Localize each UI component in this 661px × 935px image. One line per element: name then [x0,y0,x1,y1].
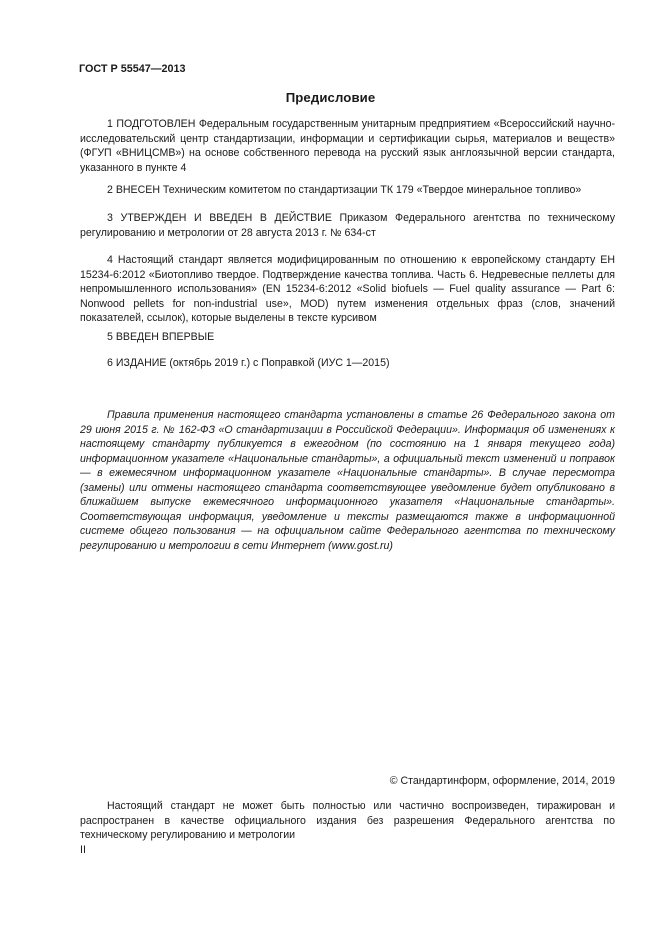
preface-item-1: 1 ПОДГОТОВЛЕН Федеральным государственным унитарным предприятием «Всероссийский научно-исследовательский центр стандартизации, информации и сертификации сырья, материалов и веществ» (ФГУП «ВНИЦСМВ») на основе собственного перевода на русский язык англоязычной версии стандарта, указанного в пункте 4 [80,118,615,174]
application-rules-notice: Правила применения настоящего стандарта установлены в статье 26 Федерального закона от 29 июня 2015 г. № 162-ФЗ «О стандартизации в Российской Федерации». Информация об изменениях к настоящему стандарту публикуется в ежегодном (по состоянию на 1 января текущего года) информационном указателе «Национальные стандарты», а официальный текст изменений и поправок — в ежемесячном информационном указателе «Национальные стандарты». В случае пересмотра (замены) или отмены настоящего стандарта соответствующее уведомление будет опубликовано в ближайшем выпуске ежемесячного информационного указателя «Национальные стандарты». Соответствующая информация, уведомление и тексты размещаются также в информационной системе общего пользования — на официальном сайте Федерального агентства по техническому регулированию и метрологии в сети Интернет (www.gost.ru) [80,409,615,552]
preface-item-4: 4 Настоящий стандарт является модифицированным по отношению к европейскому стандарту ЕН 15234-6:2012 «Биотопливо твердое. Подтверждение качества топлива. Часть 6. Недревесные пеллеты для непромышленного использования» (EN 15234-6:2012 «Solid biofuels — Fuel quality assurance — Part 6: Nonwood pellets for non-industrial use», MOD) путем изменения отдельных фраз (слов, значений показателей, ссылок), которые выделены в тексте курсивом [80,254,615,324]
preface-item-5: 5 ВВЕДЕН ВПЕРВЫЕ [107,331,215,343]
page-number: II [80,844,86,856]
standard-code-header: ГОСТ Р 55547—2013 [79,63,186,75]
reproduction-rights-notice: Настоящий стандарт не может быть полностью или частично воспроизведен, тиражирован и распространен в качестве официального издания без разрешения Федерального агентства по техническому регулированию и метрологии [80,800,615,841]
preface-item-3: 3 УТВЕРЖДЕН И ВВЕДЕН В ДЕЙСТВИЕ Приказом Федерального агентства по техническому регулированию и метрологии от 28 августа 2013 г. № 634-ст [80,212,615,239]
preface-item-2: 2 ВНЕСЕН Техническим комитетом по стандартизации ТК 179 «Твердое минеральное топливо» [107,184,582,196]
preface-title: Предисловие [285,90,376,105]
preface-item-6: 6 ИЗДАНИЕ (октябрь 2019 г.) с Поправкой (ИУС 1—2015) [107,357,390,369]
copyright-line: © Стандартинформ, оформление, 2014, 2019 [389,775,615,787]
